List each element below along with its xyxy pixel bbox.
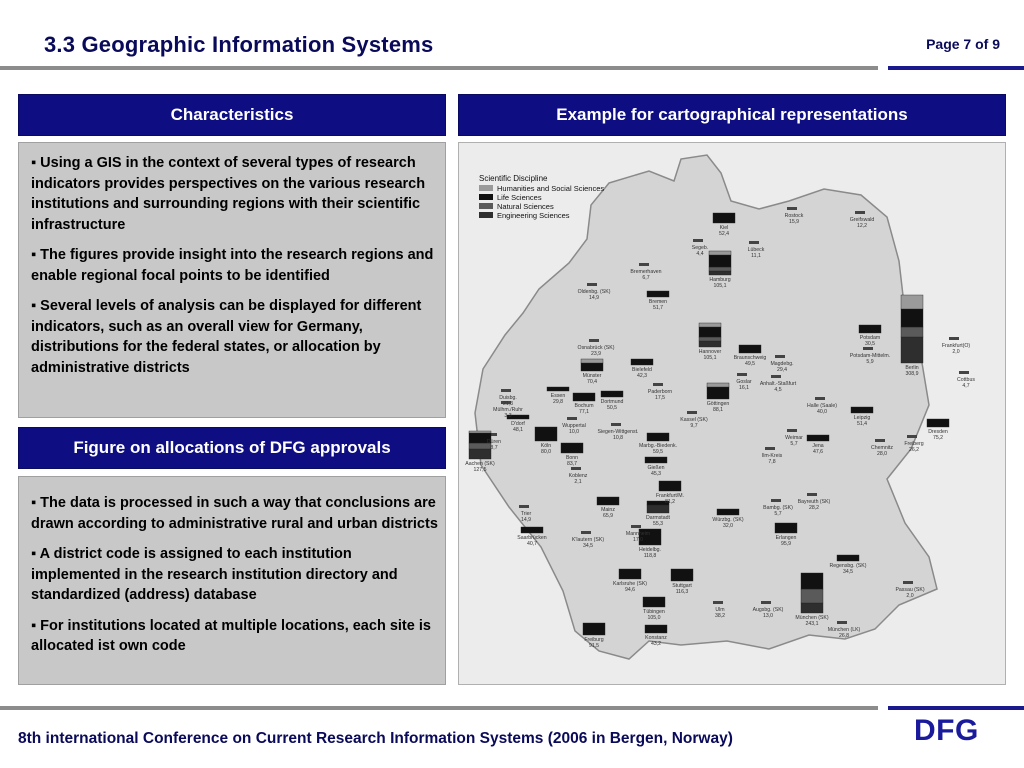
conference-footer: 8th international Conference on Current Research Information Systems (2006 in Bergen, Norway) bbox=[18, 730, 733, 747]
bar-m-nster-0 bbox=[581, 359, 603, 363]
bar-bochum-1 bbox=[573, 393, 595, 401]
city-label-darmstadt: Darmstadt bbox=[646, 515, 670, 521]
city-label-leipzig: Leipzig bbox=[853, 415, 871, 421]
legend-swatch-humanities bbox=[479, 185, 493, 191]
city-value-paderborn: 17,5 bbox=[654, 395, 666, 401]
city-label-freiburg: Freiburg bbox=[584, 637, 604, 643]
city-label-kiel: Kiel bbox=[719, 225, 729, 231]
bar-g-ttingen-0 bbox=[707, 383, 729, 387]
city-label-essen: Essen bbox=[550, 393, 566, 399]
city-value-marbg-biedenk: 59,5 bbox=[652, 449, 664, 455]
city-label-konstanz: Konstanz bbox=[645, 635, 667, 641]
allocations-panel bbox=[18, 476, 446, 685]
city-label-ilm-kreis: Ilm-Kreis bbox=[761, 453, 783, 459]
city-label-anhalt-sta-furt: Anhalt.-Staßfurt bbox=[759, 381, 797, 387]
city-value-kassel-sk: 9,7 bbox=[690, 423, 698, 429]
city-value-osnabr-ck-sk: 23,9 bbox=[590, 351, 602, 357]
city-label-bielefeld: Bielefeld bbox=[632, 367, 652, 373]
city-value-magdebg: 29,4 bbox=[776, 367, 788, 373]
city-value-frankfurt-o: 2,0 bbox=[952, 349, 960, 355]
city-value-m-nchen-sk: 243,1 bbox=[805, 621, 819, 627]
city-value-goslar: 16,1 bbox=[738, 385, 750, 391]
city-label-mannheim: Mannheim bbox=[625, 531, 651, 537]
city-value-ilm-kreis: 7,8 bbox=[768, 459, 776, 465]
city-value-trier: 14,9 bbox=[520, 517, 532, 523]
city-label-magdebg: Magdebg. bbox=[770, 361, 794, 367]
bar-freiburg-1 bbox=[583, 623, 605, 635]
city-label-gie-en: Gießen bbox=[647, 465, 665, 471]
city-value-rostock: 15,9 bbox=[788, 219, 800, 225]
city-label-frankfurt-m: Frankfurt/M. bbox=[656, 493, 684, 499]
allocations-heading: Figure on allocations of DFG approvals bbox=[18, 427, 446, 469]
bar-aachen-sk-0 bbox=[469, 431, 491, 433]
bar-wuppertal bbox=[567, 417, 577, 420]
city-value-t-bingen: 105,0 bbox=[647, 615, 661, 621]
legend-label-life: Life Sciences bbox=[497, 193, 542, 202]
city-label-trier: Trier bbox=[520, 511, 532, 517]
bar-frankfurt-o bbox=[949, 337, 959, 340]
bar-goslar bbox=[737, 373, 747, 376]
characteristics-bullet-3: ▪ Several levels of analysis can be displayed for different indicators, such as an overall view for Germany, distributions for the federal states, or allocation by administrative districts bbox=[31, 298, 422, 376]
bar-passau-sk bbox=[903, 581, 913, 584]
bar-m-nchen-lk bbox=[837, 621, 847, 624]
city-label-hannover: Hannover bbox=[698, 349, 722, 355]
bar-bielefeld-1 bbox=[631, 359, 653, 365]
city-label-erlangen: Erlangen bbox=[775, 535, 797, 541]
bar-k-lautern-sk bbox=[581, 531, 591, 534]
city-label-m-lhm-ruhr: Mülhm./Ruhr bbox=[493, 407, 523, 413]
city-value-k-lautern-sk: 34,5 bbox=[582, 543, 594, 549]
city-label-m-nster: Münster bbox=[582, 373, 602, 379]
city-label-bayreuth-sk: Bayreuth (SK) bbox=[797, 499, 831, 505]
bar-karlsruhe-sk-1 bbox=[619, 569, 641, 579]
city-value-bayreuth-sk: 28,2 bbox=[808, 505, 820, 511]
germany-map-figure bbox=[458, 142, 1006, 685]
city-value-potsdam-mittelm: 5,9 bbox=[866, 359, 874, 365]
city-label-chemnitz: Chemnitz bbox=[871, 445, 893, 451]
city-label-aachen-sk: Aachen (SK) bbox=[465, 461, 495, 467]
bar-saarbr-cken-1 bbox=[521, 527, 543, 533]
top-divider-gray bbox=[0, 66, 878, 70]
bar-rostock bbox=[787, 207, 797, 210]
city-value-regensbg-sk: 34,5 bbox=[842, 569, 854, 575]
city-value-jena: 47,6 bbox=[812, 449, 824, 455]
city-label-goslar: Goslar bbox=[736, 379, 752, 385]
city-value-kiel: 52,4 bbox=[718, 231, 730, 237]
city-value-bielefeld: 42,3 bbox=[636, 373, 648, 379]
city-value-g-ttingen: 88,1 bbox=[712, 407, 724, 413]
city-value-potsdam: 30,5 bbox=[864, 341, 876, 347]
city-value-halle-saale: 40,0 bbox=[816, 409, 828, 415]
bar-gie-en-1 bbox=[645, 457, 667, 463]
bar-t-bingen-1 bbox=[643, 597, 665, 607]
bar-koblenz bbox=[571, 467, 581, 470]
city-value-d-dorf: 48,1 bbox=[512, 427, 524, 433]
page-number: Page 7 of 9 bbox=[926, 36, 1000, 52]
city-label-potsdam-mittelm: Potsdam-Mittelm. bbox=[849, 353, 891, 359]
city-label-bambg-sk: Bambg. (SK) bbox=[763, 505, 793, 511]
city-value-mainz: 65,9 bbox=[602, 513, 614, 519]
city-value-w-rzbg-sk: 32,0 bbox=[722, 523, 734, 529]
city-label-regensbg-sk: Regensbg. (SK) bbox=[829, 563, 867, 569]
city-label-bremen: Bremen bbox=[648, 299, 668, 305]
city-label-passau-sk: Passau (SK) bbox=[895, 587, 925, 593]
city-label-greifswald: Greifswald bbox=[849, 217, 875, 223]
bar-potsdam-1 bbox=[859, 325, 881, 333]
bar-oldenbg-sk bbox=[587, 283, 597, 286]
city-value-bremerhaven: 6,7 bbox=[642, 275, 650, 281]
bar-halle-saale bbox=[815, 397, 825, 400]
bar-w-rzbg-sk-1 bbox=[717, 509, 739, 515]
bar-hannover-3 bbox=[699, 341, 721, 347]
city-value-aachen-sk: 127,5 bbox=[473, 467, 487, 473]
bar-m-nchen-sk-3 bbox=[801, 603, 823, 613]
city-value-d-ren: 8,7 bbox=[490, 445, 498, 451]
city-label-t-bingen: Tübingen bbox=[643, 609, 665, 615]
city-label-m-nchen-sk: München (SK) bbox=[795, 615, 829, 621]
legend-label-natural: Natural Sciences bbox=[497, 202, 554, 211]
bar-freiberg bbox=[907, 435, 917, 438]
city-label-koblenz: Koblenz bbox=[568, 473, 588, 479]
city-value-m-lhm-ruhr: 3,3 bbox=[504, 413, 512, 419]
city-label-paderborn: Paderborn bbox=[647, 389, 673, 395]
bar-hamburg-2 bbox=[709, 267, 731, 271]
city-label-d-ren: Düren bbox=[486, 439, 502, 445]
top-divider-blue bbox=[888, 66, 1024, 70]
bar-hamburg-1 bbox=[709, 255, 731, 267]
slide-title: 3.3 Geographic Information Systems bbox=[44, 32, 434, 57]
bar-berlin-2 bbox=[901, 327, 923, 337]
city-value-segeb: 4,4 bbox=[696, 251, 704, 257]
bar-marbg-biedenk-1 bbox=[647, 433, 669, 441]
city-label-osnabr-ck-sk: Osnabrück (SK) bbox=[577, 345, 615, 351]
bar-dortmund-1 bbox=[601, 391, 623, 397]
city-value-frankfurt-m: 81,2 bbox=[664, 499, 676, 505]
city-label-siegen-wittgenst: Siegen-Wittgenst. bbox=[597, 429, 639, 435]
city-value-dortmund: 50,5 bbox=[606, 405, 618, 411]
city-value-ulm: 38,2 bbox=[714, 613, 726, 619]
bar-m-nchen-sk-1 bbox=[801, 573, 823, 589]
legend-title: Scientific Discipline bbox=[479, 174, 548, 183]
bar-siegen-wittgenst bbox=[611, 423, 621, 426]
legend-swatch-engineering bbox=[479, 212, 493, 218]
legend-swatch-life bbox=[479, 194, 493, 200]
city-value-cottbus: 4,7 bbox=[962, 383, 970, 389]
bar-weimar bbox=[787, 429, 797, 432]
bar-g-ttingen-1 bbox=[707, 387, 729, 399]
city-value-hannover: 105,1 bbox=[703, 355, 717, 361]
city-value-stuttgart: 116,3 bbox=[675, 589, 689, 595]
bar-essen-1 bbox=[547, 387, 569, 391]
city-label-halle-saale: Halle (Saale) bbox=[807, 403, 837, 409]
city-label-oldenbg-sk: Oldenbg. (SK) bbox=[577, 289, 611, 295]
city-value-m-nster: 70,4 bbox=[586, 379, 598, 385]
city-value-bambg-sk: 5,7 bbox=[774, 511, 782, 517]
bar-greifswald bbox=[855, 211, 865, 214]
city-label-g-ttingen: Göttingen bbox=[706, 401, 730, 407]
bar-leipzig-1 bbox=[851, 407, 873, 413]
city-value-hamburg: 105,1 bbox=[713, 283, 727, 289]
city-value-dresden: 75,2 bbox=[932, 435, 944, 441]
bar-potsdam-mittelm bbox=[863, 347, 873, 350]
city-label-d-dorf: D'dorf bbox=[511, 421, 525, 427]
city-value-bonn: 83,7 bbox=[566, 461, 578, 467]
bar-chemnitz bbox=[875, 439, 885, 442]
city-value-gie-en: 45,3 bbox=[650, 471, 662, 477]
city-label-segeb: Segeb. bbox=[691, 245, 709, 251]
city-label-bremerhaven: Bremerhaven bbox=[630, 269, 662, 275]
bar-duisbg bbox=[501, 389, 511, 392]
city-label-stuttgart: Stuttgart bbox=[672, 583, 692, 589]
city-value-bochum: 77,1 bbox=[578, 409, 590, 415]
bar-augsbg-sk bbox=[761, 601, 771, 604]
bar-m-nchen-sk-2 bbox=[801, 589, 823, 603]
city-label-mainz: Mainz bbox=[601, 507, 615, 513]
bar-berlin-1 bbox=[901, 309, 923, 327]
bar-kassel-sk bbox=[687, 411, 697, 414]
city-label-marbg-biedenk: Marbg.-Biedenk. bbox=[638, 443, 678, 449]
bar-hannover-0 bbox=[699, 323, 721, 327]
bar-konstanz-1 bbox=[645, 625, 667, 633]
example-heading: Example for cartographical representations bbox=[458, 94, 1006, 136]
dfg-logo: DFG bbox=[914, 714, 979, 747]
allocations-bullet-2: ▪ A district code is assigned to each institution implemented in the research institution directory and standardized (address) database bbox=[31, 546, 398, 603]
city-label-potsdam: Potsdam bbox=[859, 335, 881, 341]
city-label-m-nchen-lk: München (LK) bbox=[827, 627, 861, 633]
city-value-duisbg: 21,3 bbox=[502, 401, 514, 407]
bar-bremerhaven bbox=[639, 263, 649, 266]
bar-hamburg-0 bbox=[709, 251, 731, 255]
bar-berlin-0 bbox=[901, 295, 923, 309]
city-value-k-ln: 80,0 bbox=[540, 449, 552, 455]
bar-ulm bbox=[713, 601, 723, 604]
bar-cottbus bbox=[959, 371, 969, 374]
allocations-bullet-1: ▪ The data is processed in such a way that conclusions are drawn according to administrative rural and urban districts bbox=[31, 495, 438, 532]
bar-paderborn bbox=[653, 383, 663, 386]
bar-dresden-1 bbox=[927, 419, 949, 427]
bar-trier bbox=[519, 505, 529, 508]
city-value-wuppertal: 10,0 bbox=[568, 429, 580, 435]
city-value-erlangen: 95,9 bbox=[780, 541, 792, 547]
city-label-k-lautern-sk: K'lautern (SK) bbox=[571, 537, 605, 543]
bar-erlangen-1 bbox=[775, 523, 797, 533]
bar-bayreuth-sk bbox=[807, 493, 817, 496]
bottom-divider-blue bbox=[888, 706, 1024, 710]
bar-hannover-1 bbox=[699, 327, 721, 337]
legend-label-engineering: Engineering Sciences bbox=[497, 211, 570, 220]
city-label-bochum: Bochum bbox=[574, 403, 594, 409]
bar-hannover-2 bbox=[699, 337, 721, 341]
bar-mannheim bbox=[631, 525, 641, 528]
city-value-braunschweig: 49,5 bbox=[744, 361, 756, 367]
legend-label-humanities: Humanities and Social Sciences bbox=[497, 184, 605, 193]
city-label-ulm: Ulm bbox=[715, 607, 725, 613]
city-label-rostock: Rostock bbox=[784, 213, 804, 219]
allocations-bullet-3: ▪ For institutions located at multiple locations, each site is allocated ist own code bbox=[31, 617, 431, 654]
characteristics-panel bbox=[18, 142, 446, 418]
bar-anhalt-sta-furt bbox=[771, 375, 781, 378]
city-label-weimar: Weimar bbox=[785, 435, 803, 441]
characteristics-bullet-1: ▪ Using a GIS in the context of several types of research indicators provides perspectives on the various research institutions and surrounding regions with their scientific infrastructure bbox=[31, 155, 426, 233]
city-label-w-rzbg-sk: Würzbg. (SK) bbox=[712, 517, 744, 523]
bar-mainz-1 bbox=[597, 497, 619, 505]
city-label-hamburg: Hamburg bbox=[709, 277, 731, 283]
city-value-m-nchen-lk: 26,8 bbox=[838, 633, 850, 639]
city-label-jena: Jena bbox=[812, 443, 824, 449]
city-value-darmstadt: 55,3 bbox=[652, 521, 664, 527]
bar-frankfurt-m-1 bbox=[659, 481, 681, 491]
bar-l-beck bbox=[749, 241, 759, 244]
bar-stuttgart-1 bbox=[671, 569, 693, 581]
city-label-frankfurt-o: Frankfurt(O) bbox=[941, 343, 971, 349]
bar-bonn-1 bbox=[561, 443, 583, 453]
bar-braunschweig-1 bbox=[739, 345, 761, 353]
city-value-weimar: 5,7 bbox=[790, 441, 798, 447]
city-value-bremen: 51,7 bbox=[652, 305, 664, 311]
map-legend bbox=[479, 174, 604, 220]
bar-regensbg-sk-1 bbox=[837, 555, 859, 561]
germany-map bbox=[459, 143, 1005, 684]
city-value-mannheim: 17,0 bbox=[632, 537, 644, 543]
bar-kiel-1 bbox=[713, 213, 735, 223]
bar-berlin-3 bbox=[901, 337, 923, 363]
city-value-freiberg: 26,2 bbox=[908, 447, 920, 453]
city-label-cottbus: Cottbus bbox=[957, 377, 975, 383]
city-value-karlsruhe-sk: 94,6 bbox=[624, 587, 636, 593]
bar-segeb bbox=[693, 239, 703, 242]
city-label-bonn: Bonn bbox=[565, 455, 579, 461]
bar-ilm-kreis bbox=[765, 447, 775, 450]
bar-magdebg bbox=[775, 355, 785, 358]
city-value-oldenbg-sk: 14,9 bbox=[588, 295, 600, 301]
city-value-freiburg: 91,5 bbox=[588, 643, 600, 649]
city-value-leipzig: 51,4 bbox=[856, 421, 868, 427]
characteristics-bullet-2: ▪ The figures provide insight into the research regions and enable regional focal points to be identified bbox=[31, 247, 434, 284]
characteristics-heading: Characteristics bbox=[18, 94, 446, 136]
city-value-berlin: 308,9 bbox=[905, 371, 919, 377]
bar-m-nster-1 bbox=[581, 363, 603, 371]
city-label-saarbr-cken: Saarbrücken bbox=[517, 535, 547, 541]
bar-bambg-sk bbox=[771, 499, 781, 502]
bar-hamburg-3 bbox=[709, 271, 731, 275]
bar-osnabr-ck-sk bbox=[589, 339, 599, 342]
city-value-augsbg-sk: 13,0 bbox=[762, 613, 774, 619]
city-value-konstanz: 43,2 bbox=[650, 641, 662, 647]
city-value-essen: 29,8 bbox=[552, 399, 564, 405]
bar-k-ln-1 bbox=[535, 427, 557, 441]
bottom-divider-gray bbox=[0, 706, 878, 710]
city-label-braunschweig: Braunschweig bbox=[733, 355, 767, 361]
city-label-augsbg-sk: Augsbg. (SK) bbox=[752, 607, 784, 613]
city-label-karlsruhe-sk: Karlsruhe (SK) bbox=[612, 581, 648, 587]
bar-bremen-1 bbox=[647, 291, 669, 297]
city-value-passau-sk: 2,0 bbox=[906, 593, 914, 599]
city-label-freiberg: Freiberg bbox=[904, 441, 924, 447]
city-value-l-beck: 11,1 bbox=[751, 253, 761, 259]
city-label-k-ln: Köln bbox=[540, 443, 552, 449]
city-label-duisbg: Duisbg. bbox=[499, 395, 517, 401]
city-value-anhalt-sta-furt: 4,5 bbox=[774, 387, 782, 393]
city-label-dortmund: Dortmund bbox=[600, 399, 624, 405]
city-label-berlin: Berlin bbox=[905, 365, 919, 371]
bar-darmstadt-3 bbox=[647, 505, 669, 513]
bar-aachen-sk-3 bbox=[469, 449, 491, 459]
city-value-saarbr-cken: 40,7 bbox=[526, 541, 538, 547]
city-label-wuppertal: Wuppertal bbox=[562, 423, 586, 429]
city-value-chemnitz: 28,0 bbox=[876, 451, 888, 457]
city-value-heidelbg: 118,8 bbox=[643, 553, 657, 559]
bar-jena-1 bbox=[807, 435, 829, 441]
city-value-koblenz: 2,1 bbox=[574, 479, 582, 485]
city-label-dresden: Dresden bbox=[928, 429, 948, 435]
city-label-kassel-sk: Kassel (SK) bbox=[680, 417, 708, 423]
city-value-greifswald: 12,2 bbox=[856, 223, 868, 229]
city-label-heidelbg: Heidelbg. bbox=[639, 547, 661, 553]
legend-swatch-natural bbox=[479, 203, 493, 209]
city-value-siegen-wittgenst: 10,8 bbox=[612, 435, 624, 441]
city-label-l-beck: Lübeck bbox=[747, 247, 765, 253]
